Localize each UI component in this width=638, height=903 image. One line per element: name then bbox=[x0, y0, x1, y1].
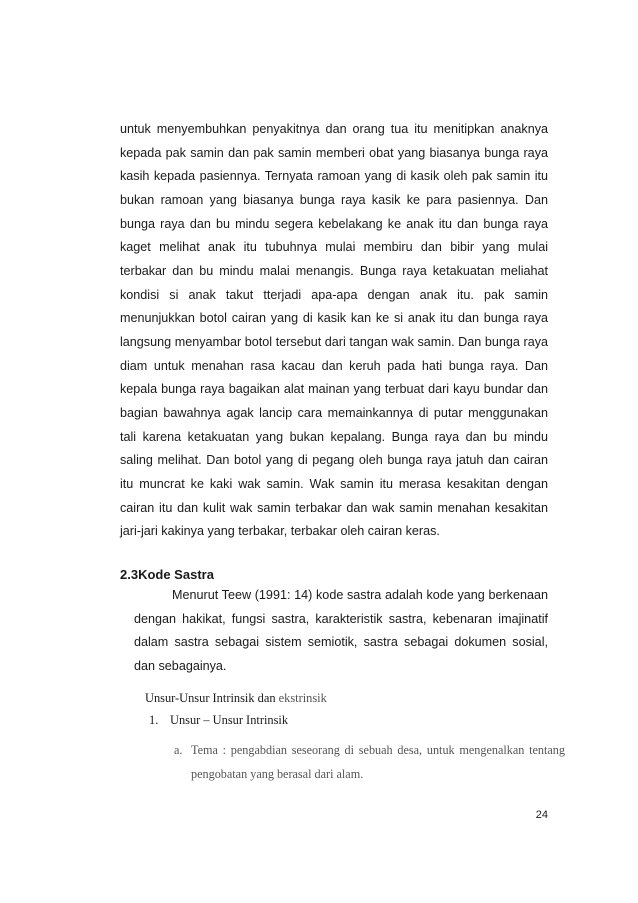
unsur-title-main: Unsur-Unsur Intrinsik dan bbox=[145, 691, 279, 705]
section-paragraph: Menurut Teew (1991: 14) kode sastra adalah kode yang berkenaan dengan hakikat, fungsi sastra, karakteristik sastra, kebenaran imajinatif dalam sastra sebagai sistem semiotik, sastra sebagai dokumen sosial, dan sebagainya. bbox=[134, 588, 548, 674]
section-heading: 2.3Kode Sastra bbox=[120, 567, 214, 582]
unsur-title bbox=[145, 689, 327, 707]
body-paragraph: untuk menyembuhkan penyakitnya dan orang tua itu menitipkan anaknya kepada pak samin dan pak samin memberi obat yang biasanya bunga raya kasih kepada pasiennya. Ternyata ramoan yang di kasik oleh pak samin itu bukan ramoan yang biasanya bunga raya kasik ke para pasiennya. Dan bunga raya dan bu mindu segera kebelakang ke anak itu dan bunga raya kaget melihat anak itu tubuhnya mulai membiru dan bibir yang mulai terbakar dan bu mindu malai menangis. Bunga raya ketakuatan meliahat kondisi si anak takut tterjadi apa-apa dengan anak itu. pak samin menunjukkan botol cairan yang di kasik kan ke si anak itu dan bunga raya langsung menyambar botol tersebut dari tangan wak samin. Dan bunga raya diam untuk menahan rasa kacau dan keruh pada hati bunga raya. Dan kepala bunga raya bagaikan alat mainan yang terbuat dari kayu bundar dan bagian bawahnya agak lancip cara memainkannya di putar menggunakan tali karena ketakuatan yang bukan kepalang. Bunga raya dan bu mindu saling melihat. Dan botol yang di pegang oleh bunga raya jatuh dan cairan itu muncrat ke kaki wak samin. Wak samin itu merasa kesakitan dengan cairan itu dan kulit wak samin terbakar dan wak samin menahan kesakitan jari-jari kakinya yang terbakar, terbakar oleh cairan keras. bbox=[120, 122, 548, 539]
list-item-intrinsik bbox=[149, 711, 288, 729]
unsur-title-light: ekstrinsik bbox=[278, 691, 327, 705]
sub-item-letter: a. bbox=[174, 743, 183, 757]
sub-item-text: Tema : pengabdian seseorang di sebuah desa, untuk mengenalkan tentang pengobatan yang berasal dari alam. bbox=[191, 743, 565, 781]
page-number: 24 bbox=[535, 809, 548, 821]
sub-item-tema bbox=[174, 738, 565, 786]
list-item-label: Unsur – Unsur Intrinsik bbox=[170, 713, 289, 727]
list-item-number: 1. bbox=[149, 713, 159, 727]
